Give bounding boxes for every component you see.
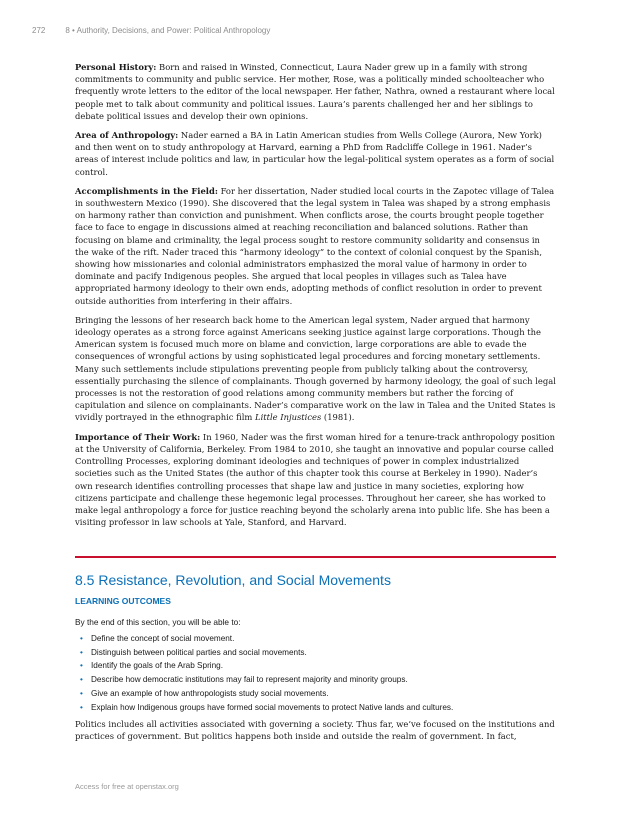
outcome-text: Distinguish between political parties and social movements. — [91, 647, 307, 657]
personal-history-text: Born and raised in Winsted, Connecticut, Laura Nader grew up in a family with strong commitments to community and public service. Her mother, Rose, was a politically minded schoolteacher who frequently wrote letters to the editor of the local newspaper. Her father, Nathra, owned a restaurant where local people met to talk about community and political issues. Laura’s parents challenged her and her siblings to debate political issues and develop their own opinions. — [75, 62, 555, 121]
learning-outcomes-intro: By the end of this section, you will be able to: — [75, 617, 241, 627]
bullet-icon: • — [80, 675, 83, 685]
outcome-text: Identify the goals of the Arab Spring. — [91, 661, 223, 671]
outcome-text: Describe how democratic institutions may fail to represent majority and minority groups. — [91, 675, 408, 685]
importance-label: Importance of Their Work: — [75, 431, 201, 442]
outcome-text: Explain how Indigenous groups have formed social movements to protect Native lands and cultures. — [91, 702, 454, 712]
accomplishments-text: For her dissertation, Nader studied local courts in the Zapotec village of Talea in southwestern Mexico (1990). She discovered that the legal system in Talea was shaped by a strong emphasis on harmony rather than conviction and punishment. When conflicts arose, the courts brought people together face to face to engage in discussions aimed at reaching reconciliation and balanced solutions. Rather than focusing on blame and criminality, the legal process sought to restore community solidarity and consensus in the wake of the rift. Nader traced this “harmony ideology” to the context of colonial conquest by the Spanish, showing how missionaries and colonial administrators emphasized the moral value of harmony in order to dominate and pacify Indigenous peoples. She argued that local peoples in villages such as Talea have appropriated harmony ideology to their own ends, adopting methods of conflict resolution in order to prevent outside authorities from interfering in their affairs. — [75, 185, 555, 306]
closing-paragraph: Politics includes all activities associated with governing a society. Thus far, we’ve focused on the institutions and practices of government. But politics happens both inside and outside the realm of government. In fact, — [75, 719, 555, 742]
chapter-title: 8 • Authority, Decisions, and Power: Political Anthropology — [65, 26, 271, 35]
bullet-icon: • — [80, 647, 83, 657]
area-paragraph — [75, 129, 556, 178]
list-item — [80, 687, 453, 701]
bullet-icon: • — [80, 688, 83, 698]
learning-outcomes-list — [80, 632, 453, 714]
legal-system-paragraph — [75, 314, 556, 424]
list-item — [80, 659, 453, 673]
film-title: Little Injustices — [255, 412, 322, 423]
bullet-icon: • — [80, 702, 83, 712]
list-item — [80, 701, 453, 715]
outcome-text: Define the concept of social movement. — [91, 634, 235, 643]
importance-paragraph — [75, 431, 556, 529]
personal-history-paragraph — [75, 61, 556, 122]
list-item — [80, 646, 453, 660]
running-head — [32, 26, 270, 35]
footer-link[interactable]: Access for free at openstax.org — [75, 782, 179, 791]
outcome-text: Give an example of how anthropologists study social movements. — [91, 688, 329, 698]
list-item — [80, 632, 453, 646]
list-item — [80, 673, 453, 687]
legal-system-text: Bringing the lessons of her research back home to the American legal system, Nader argued that harmony ideology operates as a strong force against Americans seeking justice against large corporations. Though the American system is focused much more on blame and conviction, large corporations are able to evade the consequences of wrongful actions by using sophisticated legal procedures and forcing monetary settlements. Many such settlements include stipulations preventing people from publicly talking about the controversy, essentially purchasing the silence of complainants. Though governed by harmony ideology, the goal of such legal processes is not the restoration of good relations among community members but rather the forcing of capitulation and silence on complainants. Nader’s comparative work on the law in Talea and the United States is vividly portrayed in the ethnographic film — [75, 314, 556, 423]
importance-text: In 1960, Nader was the first woman hired for a tenure-track anthropology position at the University of California, Berkeley. From 1984 to 2010, she taught an innovative and popular course called Controlling Processes, exploring dominant ideologies and techniques of power in complex industrialized societies such as the United States (the author of this chapter took this course at Berkeley in 1990). Nader’s own research identifies controlling processes that shape law and justice in many societies, exploring how citizens participate and challenge these hegemonic legal processes. Throughout her career, she has worked to make legal anthropology a force for justice reaching beyond the scholarly arena into public life. She has been a visiting professor in law schools at Yale, Stanford, and Harvard. — [75, 431, 555, 528]
accomplishments-label: Accomplishments in the Field: — [75, 185, 218, 196]
bullet-icon: • — [80, 634, 83, 643]
profile-body — [75, 61, 556, 535]
bullet-icon: • — [80, 661, 83, 671]
learning-outcomes-heading: LEARNING OUTCOMES — [75, 596, 171, 606]
personal-history-label: Personal History: — [75, 62, 157, 72]
section-title: 8.5 Resistance, Revolution, and Social Movements — [75, 572, 391, 588]
area-label: Area of Anthropology: — [75, 130, 179, 141]
film-year: (1981). — [321, 412, 355, 423]
accomplishments-paragraph — [75, 185, 556, 307]
area-text: Nader earned a BA in Latin American studies from Wells College (Aurora, New York) and then went on to study anthropology at Harvard, earning a PhD from Radcliffe College in 1961. Nader’s areas of interest include politics and law, in particular how the legal-political system operates as a form of social control. — [75, 130, 555, 177]
page-number: 272 — [32, 26, 46, 35]
section-divider — [75, 556, 556, 558]
